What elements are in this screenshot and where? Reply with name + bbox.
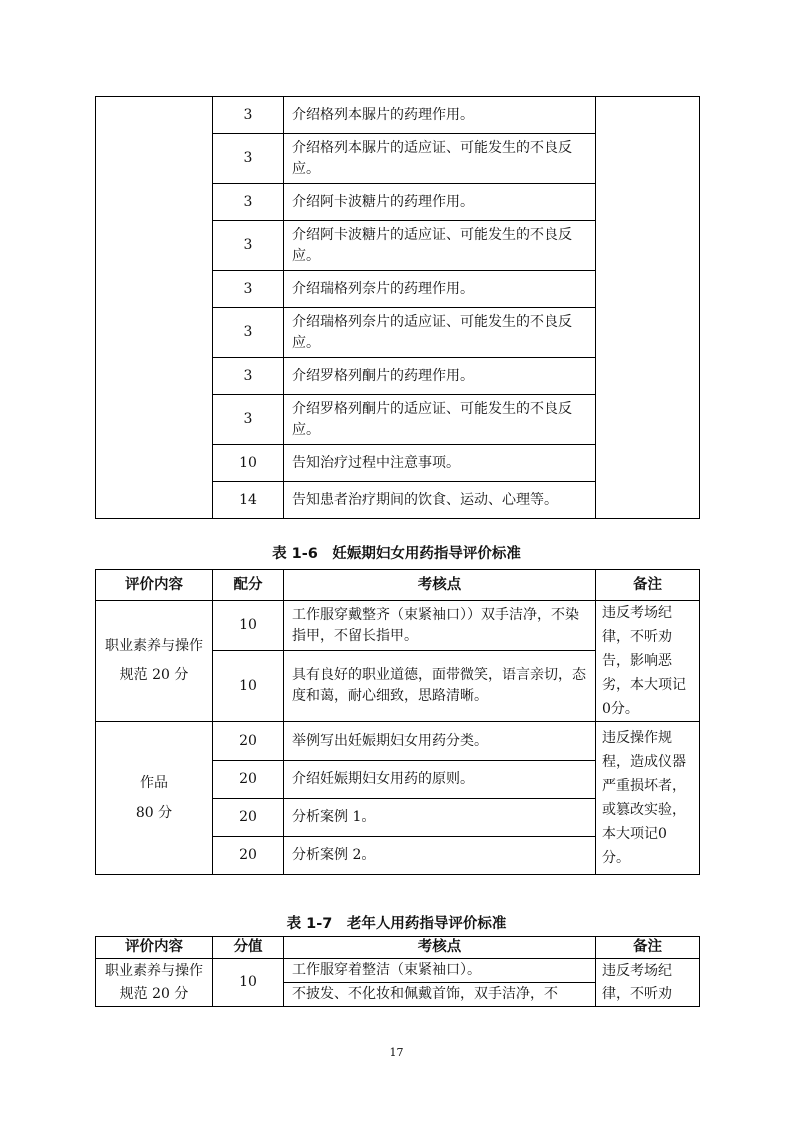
point-cell: 告知治疗过程中注意事项。 [284, 445, 596, 482]
point-cell: 介绍格列本脲片的药理作用。 [284, 97, 596, 134]
table-1-6 [95, 569, 700, 875]
score-cell: 10 [213, 601, 284, 651]
table-1-7-caption: 表 1-7 老年人用药指导评价标准 [286, 916, 507, 932]
score-cell: 3 [213, 358, 284, 395]
table-continued [95, 96, 700, 519]
content-cell [96, 722, 213, 875]
score-cell: 3 [213, 221, 284, 271]
note-cell: 违反考场纪律，不听劝 [596, 959, 700, 1007]
header-note: 备注 [596, 570, 700, 601]
score-cell: 20 [213, 837, 284, 875]
point-cell: 介绍瑞格列奈片的药理作用。 [284, 271, 596, 308]
page-number: 17 [389, 1046, 404, 1059]
point-cell: 介绍罗格列酮片的药理作用。 [284, 358, 596, 395]
note-cell-empty [596, 97, 700, 519]
point-cell: 介绍格列本脲片的适应证、可能发生的不良反应。 [284, 134, 596, 184]
score-cell: 3 [213, 97, 284, 134]
point-cell: 不披发、不化妆和佩戴首饰，双手洁净，不 [284, 983, 596, 1007]
point-cell: 分析案例 2。 [284, 837, 596, 875]
score-cell: 14 [213, 482, 284, 519]
note-cell: 违反考场纪律，不听劝告，影响恶劣，本大项记0分。 [596, 601, 700, 722]
header-point: 考核点 [284, 937, 596, 959]
content-cell: 职业素养与操作规范 20 分 [96, 959, 213, 1007]
content-cell-line1: 作品 [140, 775, 168, 791]
score-cell: 3 [213, 184, 284, 221]
point-cell: 介绍阿卡波糖片的适应证、可能发生的不良反应。 [284, 221, 596, 271]
point-cell: 介绍罗格列酮片的适应证、可能发生的不良反应。 [284, 395, 596, 445]
header-score: 配分 [213, 570, 284, 601]
content-cell: 职业素养与操作规范 20 分 [96, 601, 213, 722]
score-cell: 20 [213, 722, 284, 761]
score-cell: 20 [213, 799, 284, 837]
point-cell: 工作服穿戴整齐（束紧袖口））双手洁净，不染指甲，不留长指甲。 [284, 601, 596, 651]
point-cell: 具有良好的职业道德，面带微笑，语言亲切，态度和蔼，耐心细致，思路清晰。 [284, 651, 596, 722]
point-cell: 工作服穿着整洁（束紧袖口）。 [284, 959, 596, 983]
score-cell: 10 [213, 959, 284, 1007]
header-note: 备注 [596, 937, 700, 959]
score-cell: 10 [213, 445, 284, 482]
note-cell: 违反操作规程，造成仪器严重损坏者，或篡改实验，本大项记0分。 [596, 722, 700, 875]
point-cell: 介绍阿卡波糖片的药理作用。 [284, 184, 596, 221]
content-cell-empty [96, 97, 213, 519]
score-cell: 10 [213, 651, 284, 722]
header-content: 评价内容 [96, 937, 213, 959]
point-cell: 介绍瑞格列奈片的适应证、可能发生的不良反应。 [284, 308, 596, 358]
content-cell-line2: 80 分 [135, 805, 173, 821]
point-cell: 举例写出妊娠期妇女用药分类。 [284, 722, 596, 761]
table-1-6-caption: 表 1-6 妊娠期妇女用药指导评价标准 [272, 546, 521, 562]
header-score: 分值 [213, 937, 284, 959]
score-cell: 3 [213, 271, 284, 308]
header-point: 考核点 [284, 570, 596, 601]
point-cell: 分析案例 1。 [284, 799, 596, 837]
score-cell: 3 [213, 134, 284, 184]
table-1-7 [95, 936, 700, 1007]
score-cell: 3 [213, 308, 284, 358]
point-cell: 告知患者治疗期间的饮食、运动、心理等。 [284, 482, 596, 519]
score-cell: 20 [213, 761, 284, 799]
point-cell: 介绍妊娠期妇女用药的原则。 [284, 761, 596, 799]
score-cell: 3 [213, 395, 284, 445]
header-content: 评价内容 [96, 570, 213, 601]
